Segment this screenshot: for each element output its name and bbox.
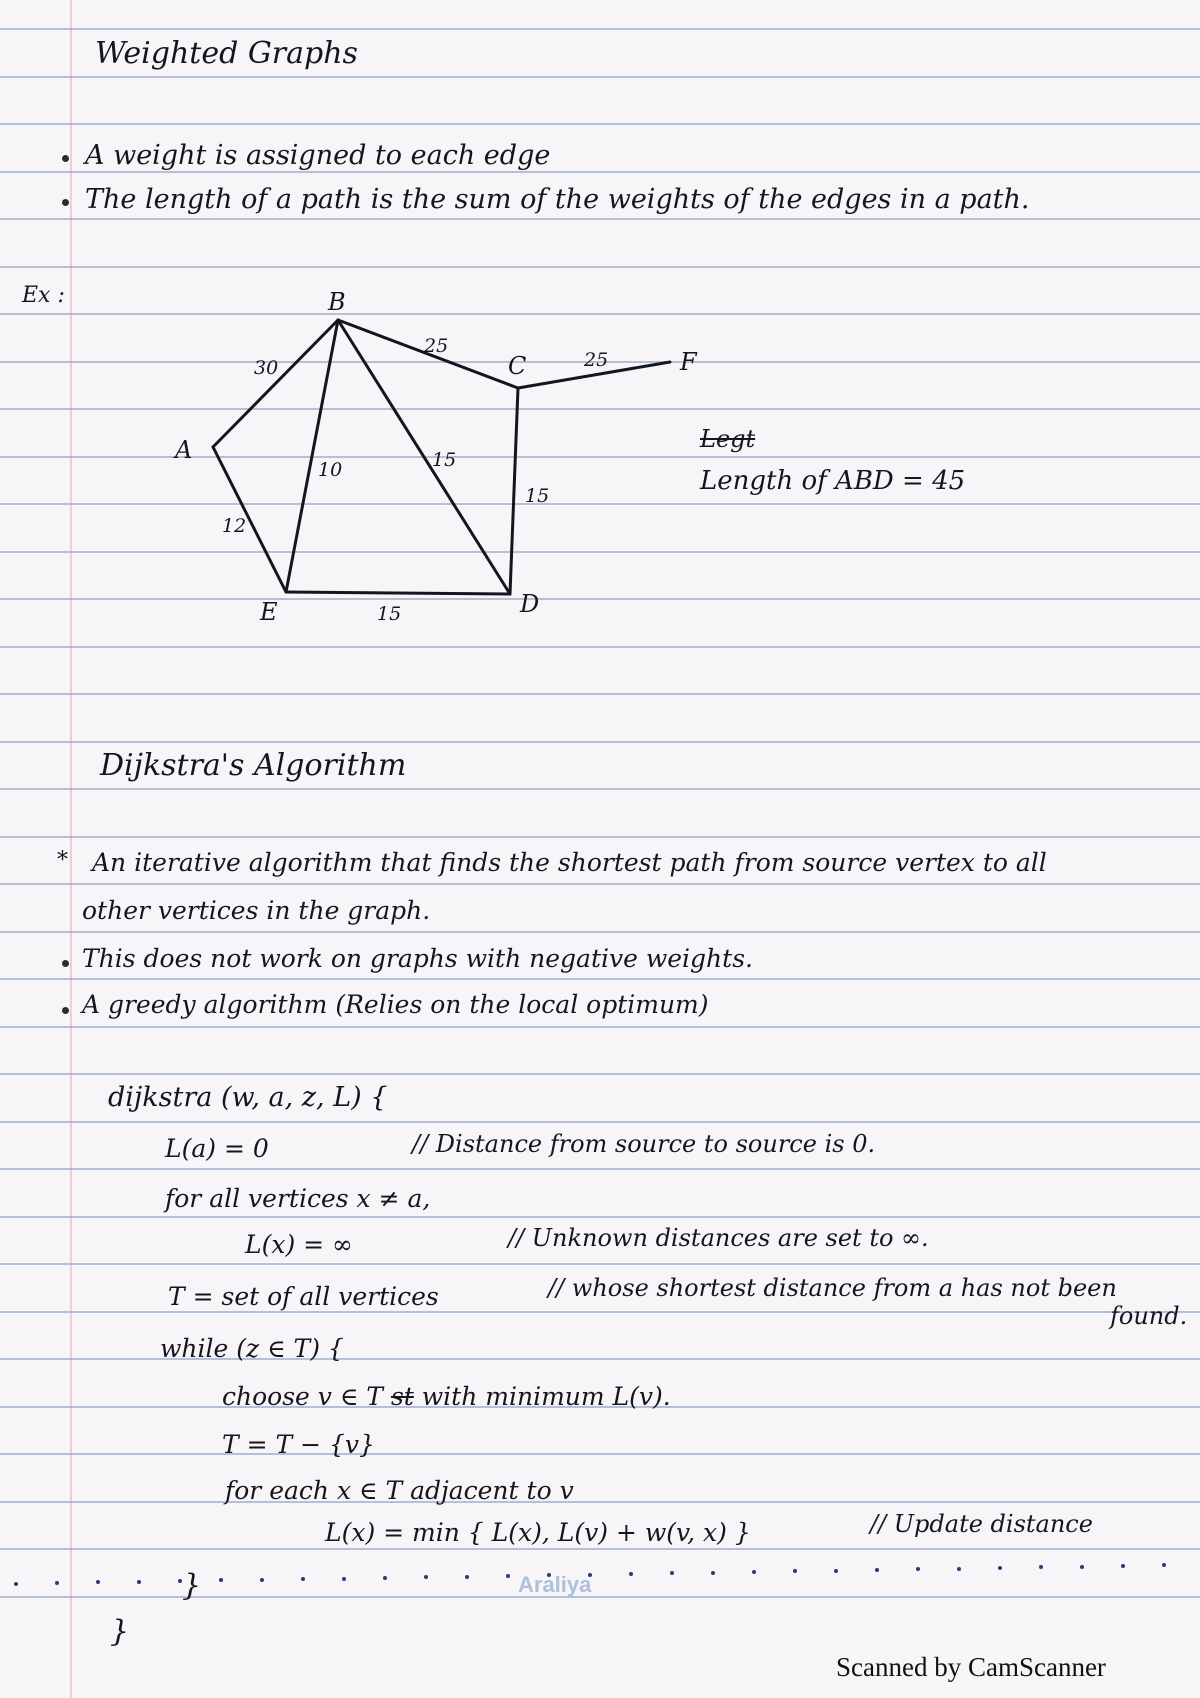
section-title-dijkstra: Dijkstra's Algorithm bbox=[100, 748, 407, 783]
bottom-dot bbox=[1121, 1564, 1125, 1568]
ruled-line bbox=[0, 266, 1200, 268]
ruled-line bbox=[0, 693, 1200, 695]
ruled-line bbox=[0, 218, 1200, 220]
code-line-4: T = set of all vertices bbox=[168, 1282, 439, 1311]
bullet-path-length: The length of a path is the sum of the weights of the edges in a path. bbox=[85, 184, 1030, 215]
bottom-dot bbox=[752, 1570, 756, 1574]
weight-c-f: 25 bbox=[584, 349, 609, 371]
bottom-dot bbox=[916, 1567, 920, 1571]
weight-a-b: 30 bbox=[254, 357, 279, 379]
weight-e-d: 15 bbox=[377, 603, 402, 625]
edge-b-e bbox=[286, 320, 338, 592]
ruled-line bbox=[0, 646, 1200, 648]
bullet-greedy: A greedy algorithm (Relies on the local optimum) bbox=[82, 990, 709, 1019]
code-close-inner: } bbox=[182, 1568, 202, 1603]
code-header: dijkstra (w, a, z, L) { bbox=[108, 1082, 388, 1113]
bottom-dot bbox=[424, 1575, 428, 1579]
ruled-line bbox=[0, 978, 1200, 980]
bullet-dot bbox=[62, 960, 69, 967]
example-label: Ex : bbox=[22, 283, 65, 308]
weight-c-d: 15 bbox=[525, 485, 550, 507]
code-line-9: L(x) = min { L(x), L(v) + w(v, x) } bbox=[325, 1518, 751, 1547]
code-line-3: L(x) = ∞ bbox=[245, 1230, 353, 1259]
bottom-dot bbox=[957, 1567, 961, 1571]
code-line-6-end: with minimum L(v). bbox=[421, 1382, 671, 1411]
bottom-dot bbox=[342, 1577, 346, 1581]
ruled-line bbox=[0, 1311, 1200, 1313]
bottom-dot bbox=[834, 1569, 838, 1573]
bottom-dot bbox=[219, 1578, 223, 1582]
ruled-line bbox=[0, 1501, 1200, 1503]
bottom-dot bbox=[711, 1571, 715, 1575]
ruled-line bbox=[0, 1548, 1200, 1550]
bullet-dot bbox=[62, 1007, 69, 1014]
ruled-line bbox=[0, 28, 1200, 30]
weight-b-c: 25 bbox=[424, 335, 449, 357]
code-line-6-struck: st bbox=[390, 1382, 414, 1411]
ruled-line bbox=[0, 883, 1200, 885]
ruled-line bbox=[0, 1596, 1200, 1598]
bottom-dot bbox=[875, 1568, 879, 1572]
edge-a-b bbox=[213, 320, 338, 447]
bullet-negative: This does not work on graphs with negative weights. bbox=[82, 944, 753, 973]
code-comment-9: // Update distance bbox=[870, 1510, 1093, 1538]
bottom-dot bbox=[178, 1579, 182, 1583]
vertex-d: D bbox=[520, 590, 540, 618]
ruled-line bbox=[0, 76, 1200, 78]
weight-b-e: 10 bbox=[318, 459, 343, 481]
scanner-footer: Scanned by CamScanner bbox=[836, 1652, 1106, 1682]
ruled-line bbox=[0, 1121, 1200, 1123]
bottom-dot bbox=[96, 1580, 100, 1584]
ruled-line bbox=[0, 788, 1200, 790]
vertex-b: B bbox=[328, 288, 346, 316]
code-line-2: for all vertices x ≠ a, bbox=[165, 1184, 431, 1213]
bullet-iterative: An iterative algorithm that finds the shortest path from source vertex to all bbox=[92, 848, 1047, 877]
edge-c-d bbox=[510, 388, 518, 594]
bottom-dot bbox=[137, 1580, 141, 1584]
length-note: Length of ABD = 45 bbox=[700, 466, 966, 496]
code-comment-3: // Unknown distances are set to ∞. bbox=[508, 1224, 929, 1252]
bottom-dot bbox=[506, 1574, 510, 1578]
code-line-8: for each x ∈ T adjacent to v bbox=[225, 1476, 574, 1505]
ruled-line bbox=[0, 123, 1200, 125]
bottom-dot bbox=[1162, 1563, 1166, 1567]
bottom-dot bbox=[793, 1569, 797, 1573]
bullet-iterative-cont: other vertices in the graph. bbox=[82, 896, 431, 925]
ruled-line bbox=[0, 1263, 1200, 1265]
code-line-1: L(a) = 0 bbox=[165, 1134, 269, 1163]
ruled-line bbox=[0, 1216, 1200, 1218]
ruled-line bbox=[0, 931, 1200, 933]
page-title: Weighted Graphs bbox=[95, 36, 358, 71]
bottom-dot bbox=[1039, 1565, 1043, 1569]
watermark-logo: Araliya bbox=[518, 1572, 592, 1597]
vertex-c: C bbox=[508, 352, 527, 380]
bottom-dot bbox=[383, 1576, 387, 1580]
vertex-e: E bbox=[260, 598, 278, 626]
bottom-dot bbox=[670, 1571, 674, 1575]
code-line-6-start: choose v ∈ T bbox=[222, 1382, 383, 1411]
bullet-dot bbox=[62, 155, 69, 162]
bottom-dot bbox=[629, 1572, 633, 1576]
bottom-dot bbox=[1080, 1565, 1084, 1569]
code-line-6 bbox=[222, 1382, 671, 1411]
code-comment-4-cont: found. bbox=[1110, 1302, 1188, 1330]
asterisk-bullet: * bbox=[57, 848, 68, 873]
ruled-line bbox=[0, 171, 1200, 173]
bottom-dot bbox=[260, 1578, 264, 1582]
ruled-line bbox=[0, 1453, 1200, 1455]
code-close-outer: } bbox=[110, 1614, 130, 1649]
margin-line bbox=[70, 0, 72, 1698]
ruled-line bbox=[0, 1073, 1200, 1075]
struck-note: Legt bbox=[700, 425, 756, 453]
ruled-line bbox=[0, 1026, 1200, 1028]
bottom-dot bbox=[55, 1581, 59, 1585]
vertex-a: A bbox=[175, 436, 193, 464]
weight-b-d: 15 bbox=[432, 449, 457, 471]
code-comment-1: // Distance from source to source is 0. bbox=[412, 1130, 876, 1158]
ruled-line bbox=[0, 741, 1200, 743]
ruled-line bbox=[0, 1168, 1200, 1170]
bottom-dot bbox=[14, 1582, 18, 1586]
code-comment-4: // whose shortest distance from a has not been bbox=[548, 1274, 1117, 1302]
bottom-dot bbox=[465, 1575, 469, 1579]
ruled-line bbox=[0, 836, 1200, 838]
vertex-f: F bbox=[680, 348, 697, 376]
bottom-dot bbox=[998, 1566, 1002, 1570]
code-line-5: while (z ∈ T) { bbox=[160, 1334, 344, 1363]
edge-b-d bbox=[338, 320, 510, 594]
edge-e-d bbox=[286, 592, 510, 594]
weight-a-e: 12 bbox=[222, 515, 247, 537]
bullet-weight: A weight is assigned to each edge bbox=[85, 140, 551, 171]
bullet-dot bbox=[62, 199, 69, 206]
weighted-graph-diagram bbox=[0, 270, 760, 626]
code-line-7: T = T − {v} bbox=[222, 1430, 375, 1459]
bottom-dot bbox=[301, 1577, 305, 1581]
